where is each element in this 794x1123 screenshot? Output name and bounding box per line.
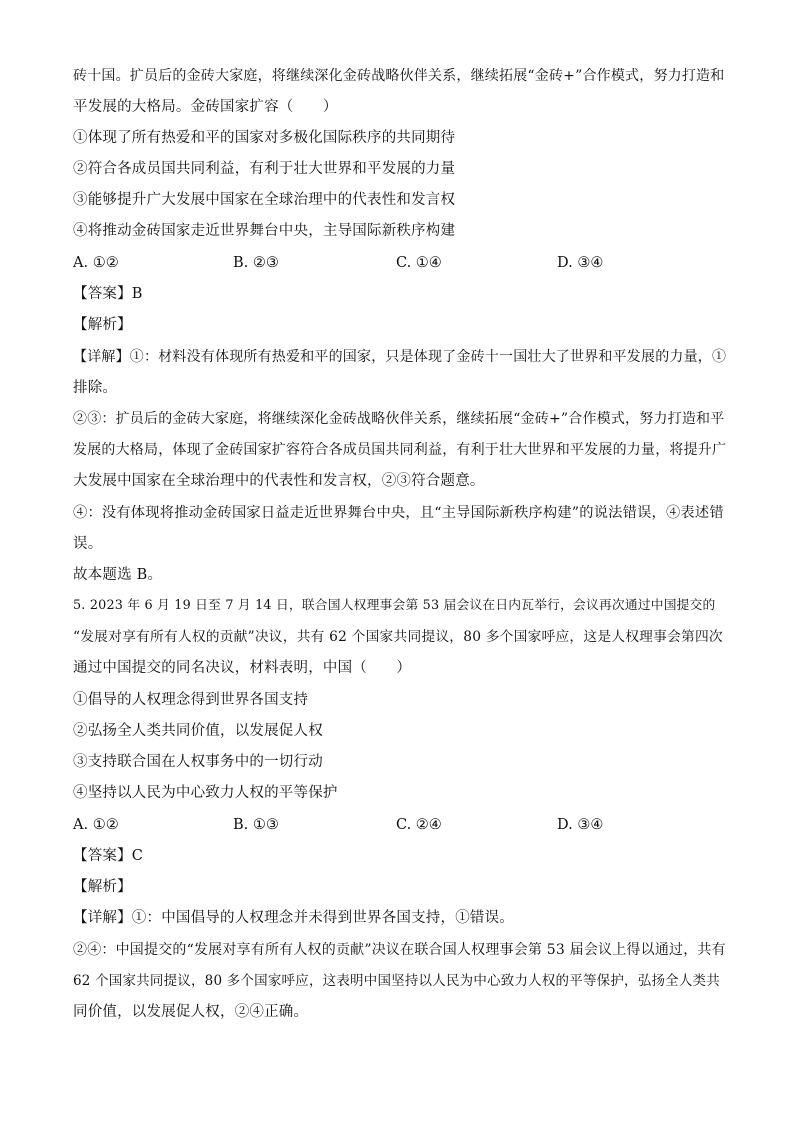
q5-option-d: D. ③④ <box>557 817 604 833</box>
q4-option-c: C. ①④ <box>396 255 442 271</box>
q5-stem-line-1: 5. 2023 年 6 月 19 日至 7 月 14 日，联合国人权理事会第 53 届会议在日内瓦举行，会议再次通过中国提交的 <box>73 598 716 613</box>
q4-detail-line-7: 误。 <box>73 536 103 552</box>
q4-detail-line-5: 大发展中国家在全球治理中的代表性和发言权，②③符合题意。 <box>73 473 485 489</box>
q4-analysis-label: 【解析】 <box>73 317 132 333</box>
q5-analysis-label: 【解析】 <box>73 879 132 895</box>
q4-detail-line-1: 【详解】①：材料没有体现所有热爱和平的国家，只是体现了金砖十一国壮大了世界和平发展的力量，① <box>73 349 727 365</box>
q4-answer: 【答案】B <box>73 286 143 302</box>
q4-option-d: D. ③④ <box>557 255 604 271</box>
q5-option-c: C. ②④ <box>396 817 442 833</box>
q4-stem-line-1: 砖十国。扩员后的金砖大家庭，将继续深化金砖战略伙伴关系，继续拓展“金砖+”合作模式，努力打造和 <box>73 68 725 84</box>
q5-item-1: ①倡导的人权理念得到世界各国支持 <box>73 692 309 708</box>
q4-detail-line-3: ②③：扩员后的金砖大家庭，将继续深化金砖战略伙伴关系，继续拓展“金砖+”合作模式，努力打造和平 <box>73 411 725 427</box>
q5-item-4: ④坚持以人民为中心致力人权的平等保护 <box>73 785 338 801</box>
q4-item-3: ③能够提升广大发展中国家在全球治理中的代表性和发言权 <box>73 192 456 208</box>
q4-option-b: B. ②③ <box>233 255 279 271</box>
q5-answer: 【答案】C <box>73 848 144 864</box>
q5-detail-line-4: 同价值，以发展促人权，②④正确。 <box>73 1004 309 1020</box>
q5-option-a: A. ①② <box>73 817 119 833</box>
q5-detail-line-1: 【详解】①：中国倡导的人权理念并未得到世界各国支持，①错误。 <box>73 910 514 926</box>
q5-option-b: B. ①③ <box>233 817 279 833</box>
q5-stem-line-3: 通过中国提交的同名决议，材料表明，中国（ ） <box>73 660 412 676</box>
q4-item-1: ①体现了所有热爱和平的国家对多极化国际秩序的共同期待 <box>73 130 456 146</box>
q4-item-4: ④将推动金砖国家走近世界舞台中央，主导国际新秩序构建 <box>73 223 456 239</box>
q5-item-2: ②弘扬全人类共同价值，以发展促人权 <box>73 723 323 739</box>
q4-detail-line-6: ④：没有体现将推动金砖国家日益走近世界舞台中央，且“主导国际新秩序构建”的说法错误，④表述错 <box>73 505 724 521</box>
q5-item-3: ③支持联合国在人权事务中的一切行动 <box>73 754 323 770</box>
q4-stem-line-2: 平发展的大格局。金砖国家扩容（ ） <box>73 99 338 115</box>
q4-option-a: A. ①② <box>73 255 119 271</box>
q5-detail-line-3: 62 个国家共同提议，80 多个国家呼应，这表明中国坚持以人民为中心致力人权的平等保护，弘扬全人类共 <box>73 973 720 989</box>
q4-conclusion: 故本题选 B。 <box>73 567 163 583</box>
q4-detail-line-2: 排除。 <box>73 380 118 396</box>
q4-item-2: ②符合各成员国共同利益，有利于壮大世界和平发展的力量 <box>73 161 456 177</box>
q5-detail-line-2: ②④：中国提交的“发展对享有所有人权的贡献”决议在联合国人权理事会第 53 届会议上得以通过，共有 <box>73 942 726 958</box>
q5-stem-line-2: “发展对享有所有人权的贡献”决议，共有 62 个国家共同提议，80 多个国家呼应，这是人权理事会第四次 <box>73 629 723 645</box>
q4-detail-line-4: 发展的大格局，体现了金砖国家扩容符合各成员国共同利益，有利于壮大世界和平发展的力量，将提升广 <box>73 442 727 458</box>
